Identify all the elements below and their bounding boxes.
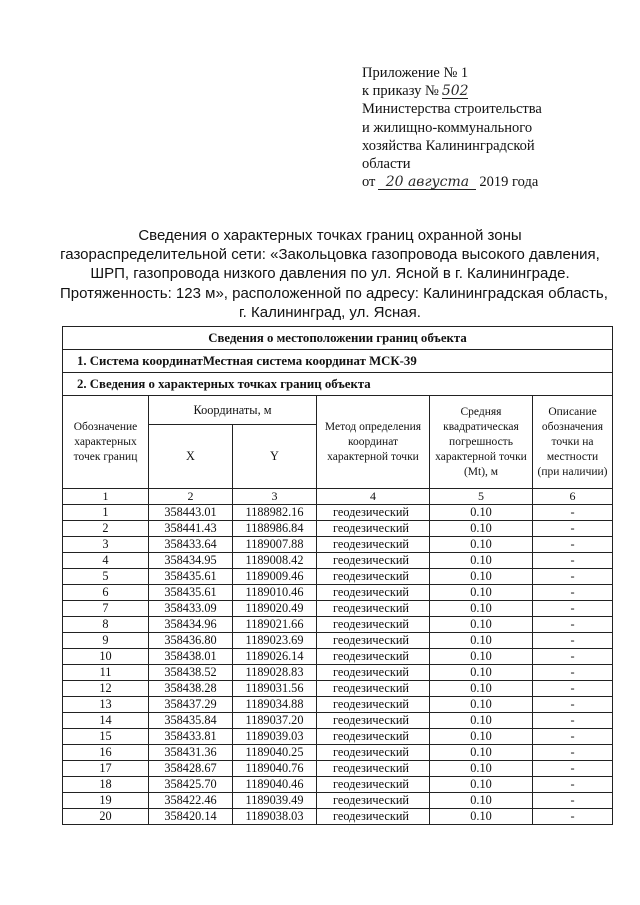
ministry-line-4: области	[362, 156, 411, 173]
boundary-points-table	[62, 326, 613, 825]
cell-description: -	[533, 617, 613, 633]
cell-error: 0.10	[430, 633, 533, 649]
cell-description: -	[533, 633, 613, 649]
table-row	[63, 697, 613, 713]
cell-method: геодезический	[317, 505, 430, 521]
cell-method: геодезический	[317, 521, 430, 537]
cell-x: 358437.29	[149, 697, 233, 713]
cell-x: 358443.01	[149, 505, 233, 521]
cell-description: -	[533, 681, 613, 697]
cell-method: геодезический	[317, 777, 430, 793]
cell-method: геодезический	[317, 649, 430, 665]
table-row	[63, 633, 613, 649]
ministry-line-1: Министерства строительства	[362, 101, 542, 118]
cell-method: геодезический	[317, 761, 430, 777]
cell-point: 2	[63, 521, 149, 537]
cell-description: -	[533, 745, 613, 761]
appendix-block	[362, 64, 612, 191]
cell-error: 0.10	[430, 665, 533, 681]
cell-point: 5	[63, 569, 149, 585]
table-row	[63, 537, 613, 553]
cell-y: 1189010.46	[233, 585, 317, 601]
date-line	[362, 173, 612, 191]
cell-error: 0.10	[430, 777, 533, 793]
cell-description: -	[533, 697, 613, 713]
cell-error: 0.10	[430, 617, 533, 633]
coord-system-label: 1. Система координат	[77, 353, 203, 368]
cell-y: 1188986.84	[233, 521, 317, 537]
cell-x: 358428.67	[149, 761, 233, 777]
coord-system-value: Местная система координат МСК-39	[202, 353, 417, 368]
table-row	[63, 681, 613, 697]
column-number: 2	[149, 489, 233, 505]
cell-x: 358436.80	[149, 633, 233, 649]
cell-description: -	[533, 505, 613, 521]
cell-error: 0.10	[430, 745, 533, 761]
cell-description: -	[533, 649, 613, 665]
table-row	[63, 777, 613, 793]
title-line-5: г. Калининград, ул. Ясная.	[239, 303, 421, 321]
cell-method: геодезический	[317, 681, 430, 697]
column-number: 6	[533, 489, 613, 505]
title-line-2: газораспределительной сети: «Закольцовка газопровода высокого давления,	[60, 246, 600, 264]
coord-system-row	[63, 350, 613, 373]
cell-y: 1189026.14	[233, 649, 317, 665]
cell-description: -	[533, 553, 613, 569]
cell-x: 358434.95	[149, 553, 233, 569]
cell-y: 1189008.42	[233, 553, 317, 569]
points-section-title: 2. Сведения о характерных точках границ объекта	[63, 373, 613, 396]
cell-y: 1189028.83	[233, 665, 317, 681]
order-line	[362, 82, 612, 100]
cell-description: -	[533, 713, 613, 729]
cell-point: 7	[63, 601, 149, 617]
table-row	[63, 601, 613, 617]
cell-x: 358431.36	[149, 745, 233, 761]
cell-point: 19	[63, 793, 149, 809]
section-title: Сведения о местоположении границ объекта	[63, 327, 613, 350]
title-line-1: Сведения о характерных точках границ охранной зоны	[138, 227, 522, 244]
cell-point: 9	[63, 633, 149, 649]
cell-error: 0.10	[430, 553, 533, 569]
cell-point: 15	[63, 729, 149, 745]
cell-method: геодезический	[317, 601, 430, 617]
table-row	[63, 745, 613, 761]
cell-error: 0.10	[430, 585, 533, 601]
table-row	[63, 809, 613, 825]
cell-x: 358435.84	[149, 713, 233, 729]
date-prefix: от	[362, 174, 376, 191]
cell-method: геодезический	[317, 537, 430, 553]
ministry-line-2: и жилищно-коммунального	[362, 119, 533, 136]
cell-error: 0.10	[430, 505, 533, 521]
cell-y: 1188982.16	[233, 505, 317, 521]
table-row	[63, 729, 613, 745]
cell-description: -	[533, 569, 613, 585]
cell-description: -	[533, 585, 613, 601]
table-row	[63, 553, 613, 569]
cell-method: геодезический	[317, 665, 430, 681]
header-error: Средняя квадратическая погрешность характерной точки (Mt), м	[430, 396, 533, 489]
table-row	[63, 617, 613, 633]
cell-error: 0.10	[430, 681, 533, 697]
cell-error: 0.10	[430, 809, 533, 825]
table-row	[63, 569, 613, 585]
cell-point: 6	[63, 585, 149, 601]
cell-x: 358441.43	[149, 521, 233, 537]
ministry-line-3: хозяйства Калининградской	[362, 137, 535, 154]
order-number-handwritten: 502	[441, 83, 469, 100]
cell-x: 358434.96	[149, 617, 233, 633]
cell-y: 1189039.49	[233, 793, 317, 809]
cell-point: 13	[63, 697, 149, 713]
table-row	[63, 649, 613, 665]
cell-y: 1189040.46	[233, 777, 317, 793]
date-handwritten: 20 августа	[378, 175, 476, 190]
cell-x: 358422.46	[149, 793, 233, 809]
cell-y: 1189020.49	[233, 601, 317, 617]
cell-description: -	[533, 521, 613, 537]
cell-point: 10	[63, 649, 149, 665]
cell-point: 3	[63, 537, 149, 553]
cell-method: геодезический	[317, 745, 430, 761]
cell-description: -	[533, 729, 613, 745]
cell-error: 0.10	[430, 713, 533, 729]
date-suffix: 2019 года	[479, 174, 539, 191]
table-row	[63, 713, 613, 729]
cell-description: -	[533, 809, 613, 825]
cell-point: 16	[63, 745, 149, 761]
cell-description: -	[533, 793, 613, 809]
table-row	[63, 665, 613, 681]
cell-point: 1	[63, 505, 149, 521]
cell-description: -	[533, 665, 613, 681]
cell-point: 14	[63, 713, 149, 729]
cell-method: геодезический	[317, 729, 430, 745]
cell-y: 1189038.03	[233, 809, 317, 825]
cell-y: 1189007.88	[233, 537, 317, 553]
cell-method: геодезический	[317, 617, 430, 633]
header-description: Описание обозначения точки на местности (при наличии)	[533, 396, 613, 489]
cell-point: 18	[63, 777, 149, 793]
appendix-title: Приложение № 1	[362, 65, 469, 81]
cell-error: 0.10	[430, 649, 533, 665]
cell-error: 0.10	[430, 521, 533, 537]
column-number: 3	[233, 489, 317, 505]
title-line-4: Протяженность: 123 м», расположенной по адресу: Калининградская область,	[60, 284, 608, 302]
cell-y: 1189037.20	[233, 713, 317, 729]
cell-method: геодезический	[317, 569, 430, 585]
column-number: 5	[430, 489, 533, 505]
cell-point: 12	[63, 681, 149, 697]
cell-point: 17	[63, 761, 149, 777]
header-x: X	[149, 425, 233, 489]
cell-description: -	[533, 601, 613, 617]
cell-error: 0.10	[430, 537, 533, 553]
column-number: 4	[317, 489, 430, 505]
cell-method: геодезический	[317, 633, 430, 649]
cell-description: -	[533, 761, 613, 777]
cell-method: геодезический	[317, 553, 430, 569]
cell-x: 358435.61	[149, 585, 233, 601]
cell-description: -	[533, 537, 613, 553]
cell-y: 1189009.46	[233, 569, 317, 585]
title-line-3: ШРП, газопровода низкого давления по ул. Ясной в г. Калининграде.	[90, 265, 570, 283]
document-title	[60, 226, 608, 322]
cell-x: 358438.01	[149, 649, 233, 665]
cell-x: 358420.14	[149, 809, 233, 825]
cell-error: 0.10	[430, 729, 533, 745]
cell-error: 0.10	[430, 697, 533, 713]
cell-method: геодезический	[317, 697, 430, 713]
order-prefix: к приказу №	[362, 83, 439, 100]
cell-method: геодезический	[317, 809, 430, 825]
cell-method: геодезический	[317, 713, 430, 729]
cell-x: 358433.64	[149, 537, 233, 553]
cell-x: 358433.09	[149, 601, 233, 617]
header-y: Y	[233, 425, 317, 489]
cell-y: 1189039.03	[233, 729, 317, 745]
column-number: 1	[63, 489, 149, 505]
table-row	[63, 585, 613, 601]
cell-method: геодезический	[317, 793, 430, 809]
cell-y: 1189040.76	[233, 761, 317, 777]
cell-x: 358435.61	[149, 569, 233, 585]
cell-point: 8	[63, 617, 149, 633]
cell-x: 358425.70	[149, 777, 233, 793]
cell-method: геодезический	[317, 585, 430, 601]
cell-y: 1189040.25	[233, 745, 317, 761]
table-row	[63, 521, 613, 537]
table-row	[63, 505, 613, 521]
table-row	[63, 761, 613, 777]
cell-y: 1189034.88	[233, 697, 317, 713]
cell-x: 358438.28	[149, 681, 233, 697]
header-coords: Координаты, м	[149, 396, 317, 425]
cell-point: 4	[63, 553, 149, 569]
cell-error: 0.10	[430, 601, 533, 617]
cell-error: 0.10	[430, 761, 533, 777]
cell-point: 20	[63, 809, 149, 825]
table-row	[63, 793, 613, 809]
cell-x: 358433.81	[149, 729, 233, 745]
cell-error: 0.10	[430, 569, 533, 585]
cell-point: 11	[63, 665, 149, 681]
cell-description: -	[533, 777, 613, 793]
header-method: Метод определения координат характерной точки	[317, 396, 430, 489]
cell-x: 358438.52	[149, 665, 233, 681]
header-point: Обозначение характерных точек границ	[63, 396, 149, 489]
cell-error: 0.10	[430, 793, 533, 809]
cell-y: 1189021.66	[233, 617, 317, 633]
cell-y: 1189023.69	[233, 633, 317, 649]
cell-y: 1189031.56	[233, 681, 317, 697]
